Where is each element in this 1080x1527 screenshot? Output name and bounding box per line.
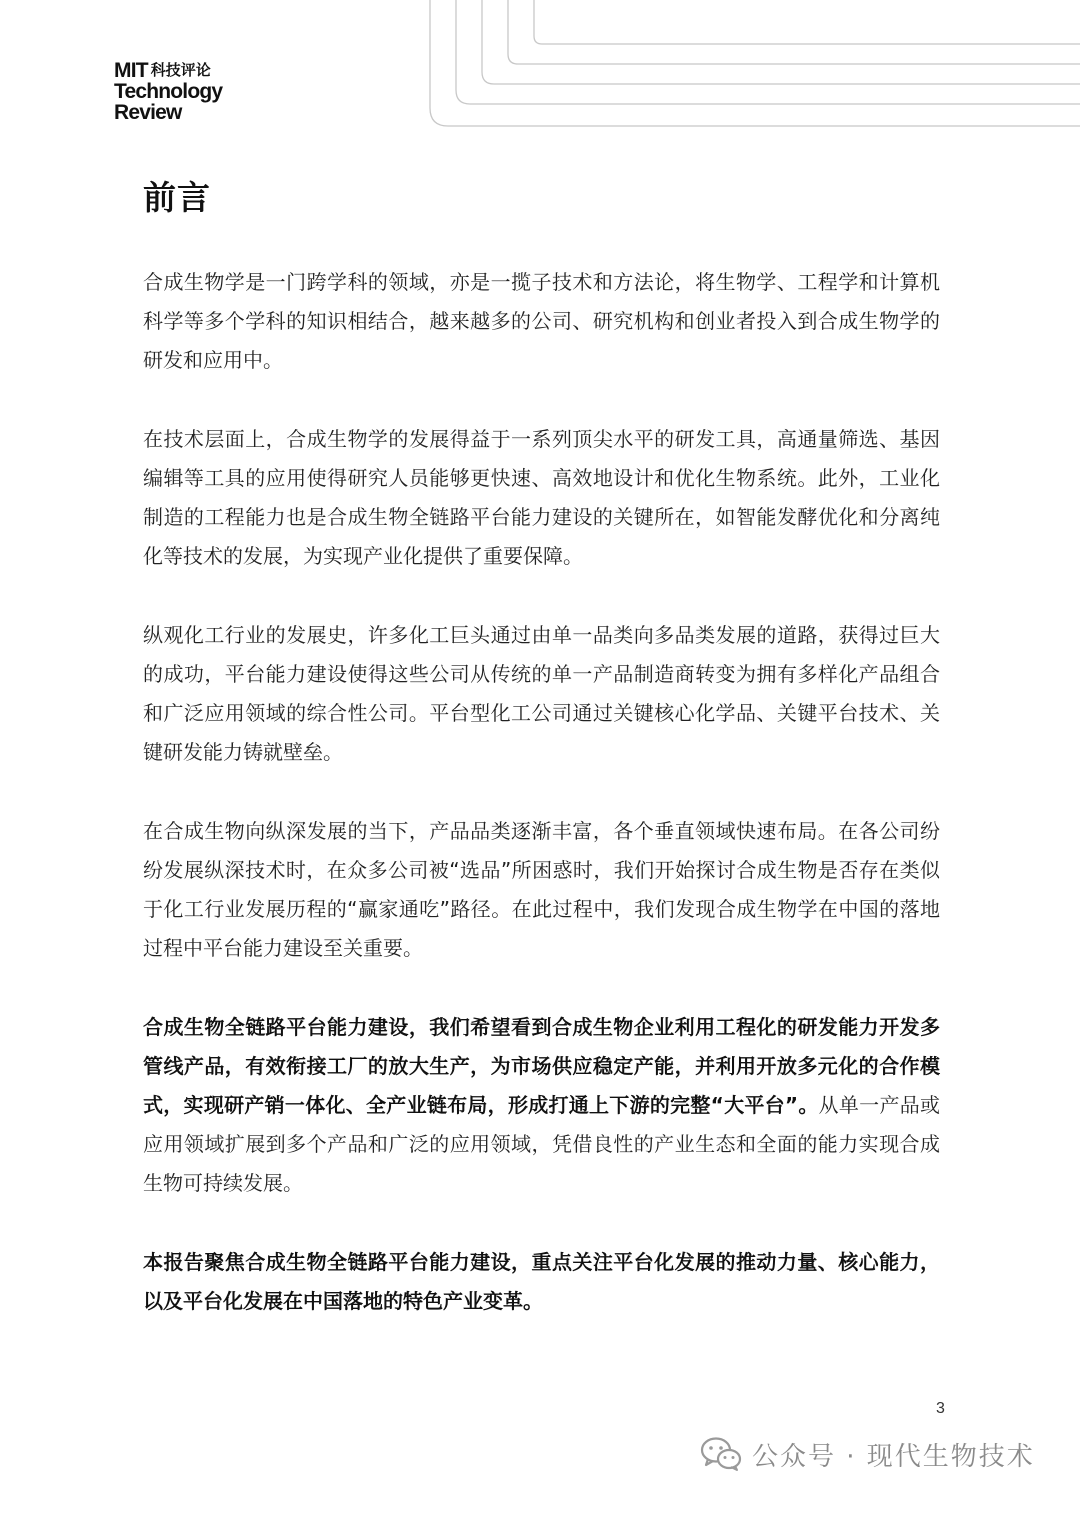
page-title: 前言 [143, 178, 211, 217]
paragraph-5 [143, 1008, 940, 1203]
paragraph-1: 合成生物学是一门跨学科的领域，亦是一揽子技术和方法论，将生物学、工程学和计算机科学等多个学科的知识相结合，越来越多的公司、研究机构和创业者投入到合成生物学的研发和应用中。 [143, 270, 940, 372]
paragraph-2: 在技术层面上，合成生物学的发展得益于一系列顶尖水平的研发工具，高通量筛选、基因编辑等工具的应用使得研究人员能够更快速、高效地设计和优化生物系统。此外，工业化制造的工程能力也是合成生物全链路平台能力建设的关键所在，如智能发酵优化和分离纯化等技术的发展，为实现产业化提供了重要保障。 [143, 427, 940, 568]
wechat-watermark [700, 1432, 1035, 1476]
wechat-icon [700, 1436, 742, 1472]
logo-technology: Technology [114, 80, 223, 103]
page-number: 3 [936, 1400, 945, 1417]
logo-review: Review [114, 101, 182, 124]
paragraph-4: 在合成生物向纵深发展的当下，产品品类逐渐丰富，各个垂直领域快速布局。在各公司纷纷发展纵深技术时，在众多公司被“选品”所困惑时，我们开始探讨合成生物是否存在类似于化工行业发展历程的“赢家通吃”路径。在此过程中，我们发现合成生物学在中国的落地过程中平台能力建设至关重要。 [143, 819, 940, 960]
watermark-text: 公众号 · 现代生物技术 [752, 1441, 1035, 1472]
logo-chinese-name: 科技评论 [150, 61, 211, 79]
logo-mit: MIT [114, 59, 148, 82]
paragraph-3: 纵观化工行业的发展史，许多化工巨头通过由单一品类向多品类发展的道路，获得过巨大的成功，平台能力建设使得这些公司从传统的单一产品制造商转变为拥有多样化产品组合和广泛应用领域的综合性公司。平台型化工公司通过关键核心化学品、关键平台技术、关键研发能力铸就壁垒。 [143, 623, 940, 764]
paragraph-5-regular: 从单一产品或应用领域扩展到多个产品和广泛的应用领域，凭借良性的产业生态和全面的能力实现合成生物可持续发展。 [143, 1093, 940, 1195]
mit-technology-review-logo [114, 60, 264, 123]
body-content [143, 263, 940, 1361]
paragraph-5-bold: 合成生物全链路平台能力建设，我们希望看到合成生物企业利用工程化的研发能力开发多管线产品，有效衔接工厂的放大生产，为市场供应稳定产能，并利用开放多元化的合作模式，实现研产销一体化、全产业链布局，形成打通上下游的完整“大平台”。 [143, 1015, 940, 1117]
paragraph-6: 本报告聚焦合成生物全链路平台能力建设，重点关注平台化发展的推动力量、核心能力，以及平台化发展在中国落地的特色产业变革。 [143, 1250, 940, 1313]
